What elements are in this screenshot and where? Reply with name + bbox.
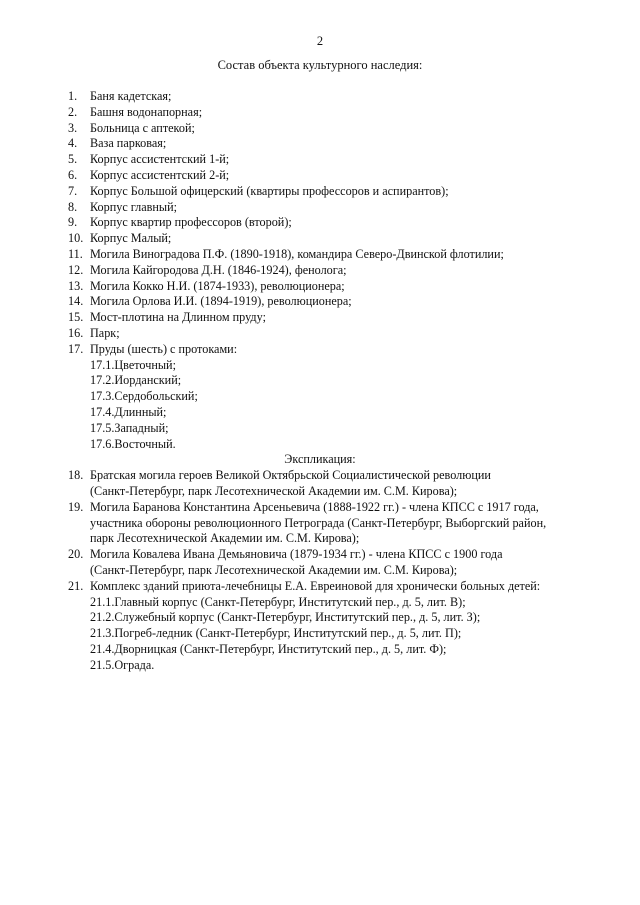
item-text-line: парк Лесотехнической Академии им. С.М. Кирова);	[90, 531, 360, 546]
item-text: Могила Виноградова П.Ф. (1890-1918), командира Северо-Двинской флотилии;	[90, 246, 504, 261]
item-number: 10.	[68, 231, 84, 246]
item-number: 7.	[68, 183, 78, 198]
list-item	[68, 152, 628, 168]
item-text: Мост-плотина на Длинном пруду;	[90, 310, 266, 325]
item-text-line: Могила Баранова Константина Арсеньевича (1888-1922 гг.) - члена КПСС с 1917 года,	[90, 499, 539, 514]
item-text-line: участника обороны революционного Петрограда (Санкт-Петербург, Выборгский район,	[90, 515, 547, 530]
complex-subitem: 21.3.Погреб-ледник (Санкт-Петербург, Институтский пер., д. 5, лит. П);	[90, 626, 462, 641]
item-number: 13.	[68, 278, 84, 293]
list-item	[68, 231, 628, 247]
item-text: Парк;	[90, 325, 120, 340]
pond-subitem: 17.1.Цветочный;	[90, 357, 176, 372]
item-text: Пруды (шесть) с протоками:	[90, 341, 238, 356]
item-number: 1.	[68, 89, 78, 103]
explication-item	[68, 579, 628, 595]
explication-item	[68, 500, 628, 547]
list-item	[68, 121, 628, 137]
list-item	[68, 215, 628, 231]
complex-subitem: 21.1.Главный корпус (Санкт-Петербург, Институтский пер., д. 5, лит. В);	[90, 594, 466, 609]
pond-subitem: 17.2.Иорданский;	[90, 373, 182, 388]
pond-subitem: 17.3.Сердобольский;	[90, 389, 198, 404]
item-number: 17.	[68, 341, 84, 356]
item-number: 16.	[68, 325, 84, 340]
explication-item	[68, 468, 628, 500]
item-number: 20.	[68, 547, 84, 562]
pond-subitem: 17.6.Восточный.	[90, 436, 176, 451]
item-number: 12.	[68, 262, 84, 277]
item-text: Могила Орлова И.И. (1894-1919), революционера;	[90, 294, 352, 309]
heritage-list	[68, 89, 628, 673]
item-number: 3.	[68, 120, 78, 135]
item-text-line: (Санкт-Петербург, парк Лесотехнической Академии им. С.М. Кирова);	[90, 562, 458, 577]
list-item	[68, 168, 628, 184]
item-number: 15.	[68, 310, 84, 325]
item-number: 4.	[68, 136, 78, 151]
list-item	[68, 279, 628, 295]
item-text: Могила Кокко Н.И. (1874-1933), революционера;	[90, 278, 345, 293]
item-text: Могила Кайгородова Д.Н. (1846-1924), фенолога;	[90, 262, 347, 277]
item-number: 11.	[68, 246, 83, 261]
item-text-line: Комплекс зданий приюта-лечебницы Е.А. Евреиновой для хронически больных детей:	[90, 578, 541, 593]
item-number: 19.	[68, 499, 84, 514]
item-text: Корпус квартир профессоров (второй);	[90, 215, 292, 230]
item-text: Корпус главный;	[90, 199, 178, 214]
list-item	[68, 184, 628, 200]
complex-subitem: 21.2.Служебный корпус (Санкт-Петербург, Институтский пер., д. 5, лит. З);	[90, 610, 481, 625]
item-number: 9.	[68, 215, 78, 230]
item-number: 14.	[68, 294, 84, 309]
item-text-line: (Санкт-Петербург, парк Лесотехнической Академии им. С.М. Кирова);	[90, 483, 458, 498]
item-number: 8.	[68, 199, 78, 214]
complex-subitem: 21.4.Дворницкая (Санкт-Петербург, Институтский пер., д. 5, лит. Ф);	[90, 641, 447, 656]
item-number: 21.	[68, 578, 84, 593]
list-item	[68, 89, 628, 105]
item-text: Корпус Большой офицерский (квартиры профессоров и аспирантов);	[90, 183, 449, 198]
list-item	[68, 342, 628, 358]
item-text: Баня кадетская;	[90, 89, 172, 103]
item-text: Корпус ассистентский 1-й;	[90, 152, 230, 167]
pond-subitem: 17.4.Длинный;	[90, 404, 167, 419]
item-number: 18.	[68, 468, 84, 483]
item-text: Ваза парковая;	[90, 136, 167, 151]
complex-subitem: 21.5.Ограда.	[90, 657, 155, 672]
explication-item	[68, 547, 628, 579]
item-text: Больница с аптекой;	[90, 120, 195, 135]
explication-heading: Экспликация:	[284, 452, 356, 467]
item-number: 6.	[68, 167, 78, 182]
list-item	[68, 294, 628, 310]
list-item	[68, 263, 628, 279]
list-item	[68, 326, 628, 342]
pond-subitem: 17.5.Западный;	[90, 420, 169, 435]
page-number: 2	[316, 34, 324, 48]
list-item	[68, 310, 628, 326]
item-number: 5.	[68, 152, 78, 167]
item-number: 2.	[68, 104, 78, 119]
item-text: Корпус Малый;	[90, 231, 172, 246]
item-text-line: Братская могила героев Великой Октябрьской Социалистической революции	[90, 468, 491, 483]
item-text: Корпус ассистентский 2-й;	[90, 167, 230, 182]
document-title: Состав объекта культурного наследия:	[217, 58, 423, 72]
list-item	[68, 200, 628, 216]
item-text: Башня водонапорная;	[90, 104, 203, 119]
list-item	[68, 247, 628, 263]
item-text-line: Могила Ковалева Ивана Демьяновича (1879-1934 гг.) - члена КПСС с 1900 года	[90, 547, 503, 562]
list-item	[68, 136, 628, 152]
list-item	[68, 105, 628, 121]
